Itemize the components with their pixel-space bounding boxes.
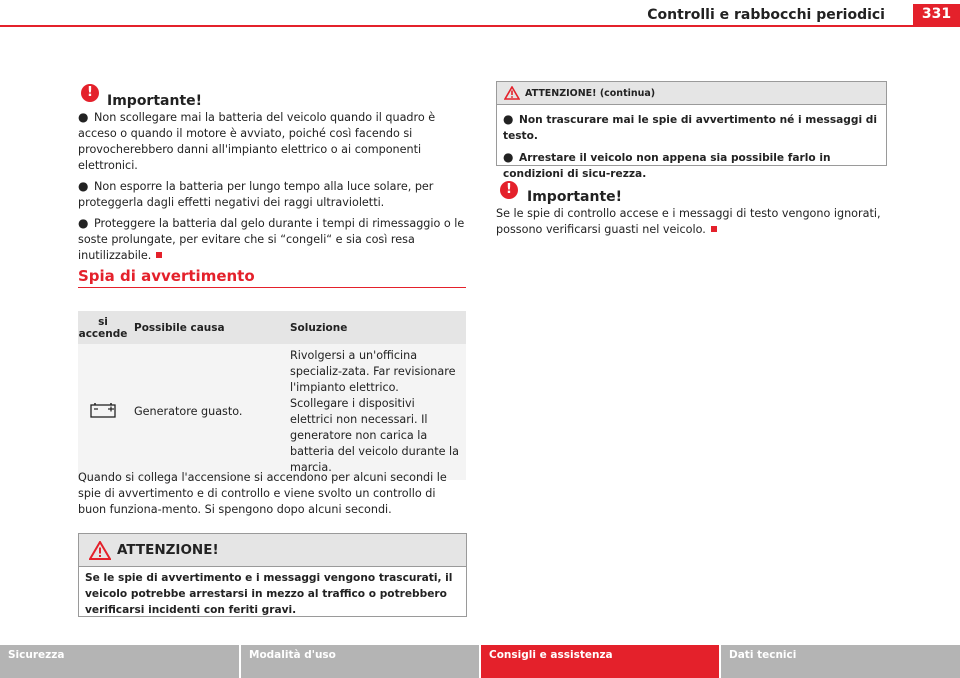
bullet-dot: ●	[503, 112, 514, 126]
footer-tab-dati-tecnici[interactable]: Dati tecnici	[721, 645, 960, 678]
page-number: 331	[913, 4, 960, 25]
bullet-item: ● Arrestare il veicolo non appena sia possibile farlo in condizioni di sicu-rezza.	[503, 150, 831, 180]
important-icon: !	[81, 84, 99, 102]
bullet-item: ● Non trascurare mai le spie di avvertimento né i messaggi di testo.	[503, 112, 877, 142]
footer-tab-consigli-assistenza[interactable]: Consigli e assistenza	[481, 645, 719, 678]
bullet-item: ● Non esporre la batteria per lungo tempo alla luce solare, per proteggerla dagli effetti negativi dei raggi ultravioletti.	[78, 179, 434, 209]
column-header: Possibile causa	[128, 311, 284, 344]
warning-continued-bullets	[497, 105, 886, 182]
warning-continued-box	[496, 81, 887, 180]
table-header-row	[78, 311, 466, 344]
column-header: si accende	[78, 311, 128, 344]
important-text: Se le spie di controllo accese e i messaggi di testo vengono ignorati, possono verificarsi guasti nel veicolo.	[496, 207, 881, 236]
warning-box	[78, 533, 467, 617]
column-header: Soluzione	[284, 311, 466, 344]
important-bullets	[78, 109, 470, 268]
section-rule	[78, 287, 466, 288]
warning-continued-title: ATTENZIONE! (continua)	[525, 87, 656, 99]
important-heading: Importante!	[527, 189, 623, 205]
table-row	[78, 344, 466, 480]
end-of-section-marker	[156, 252, 162, 258]
cause-cell: Generatore guasto.	[134, 405, 243, 418]
header-rule	[0, 25, 960, 27]
warning-triangle-icon	[504, 86, 520, 100]
important-heading: Importante!	[107, 93, 203, 109]
bullet-dot: ●	[503, 150, 514, 164]
paragraph: Quando si collega l'accensione si accendono per alcuni secondi le spie di avvertimento e di controllo e viene svolto un controllo di buon funziona-mento. Si spengono dopo alcuni secondi.	[78, 471, 447, 516]
important-icon: !	[500, 181, 518, 199]
warning-light-table	[78, 311, 466, 480]
bullet-item: ● Proteggere la batteria dal gelo durante i tempi di rimessaggio o le soste prolungate, per evitare che si “congeli“ e sia così resa inutilizzabile.	[78, 216, 465, 262]
footer-tab-modalita-uso[interactable]: Modalità d'uso	[241, 645, 479, 678]
footer-tab-sicurezza[interactable]: Sicurezza	[0, 645, 239, 678]
page-header-title: Controlli e rabbocchi periodici	[647, 7, 885, 23]
warning-triangle-icon	[89, 541, 111, 560]
bullet-dot: ●	[78, 179, 89, 193]
end-of-section-marker	[711, 226, 717, 232]
battery-icon	[78, 344, 128, 480]
warning-title: ATTENZIONE!	[117, 542, 219, 558]
section-title: Spia di avvertimento	[78, 267, 255, 285]
bullet-dot: ●	[78, 216, 89, 230]
warning-continued-header	[497, 82, 886, 105]
solution-cell: Rivolgersi a un'officina specializ-zata. Far revisionare l'impianto elettrico. Scollegare i dispositivi elettrici non necessari. Il generatore non carica la batteria del veicolo durante la marcia.	[290, 349, 460, 474]
bullet-dot: ●	[78, 110, 89, 124]
warning-header	[79, 534, 466, 567]
bullet-item: ● Non scollegare mai la batteria del veicolo quando il quadro è acceso o quando il motore è avviato, poiché così facendo si provocherebbero danni all'impianto elettrico o ai componenti elettronici.	[78, 110, 436, 172]
warning-text: Se le spie di avvertimento e i messaggi vengono trascurati, il veicolo potrebbe arrestarsi in mezzo al traffico o potrebbero verificarsi incidenti con feriti gravi.	[85, 572, 453, 616]
